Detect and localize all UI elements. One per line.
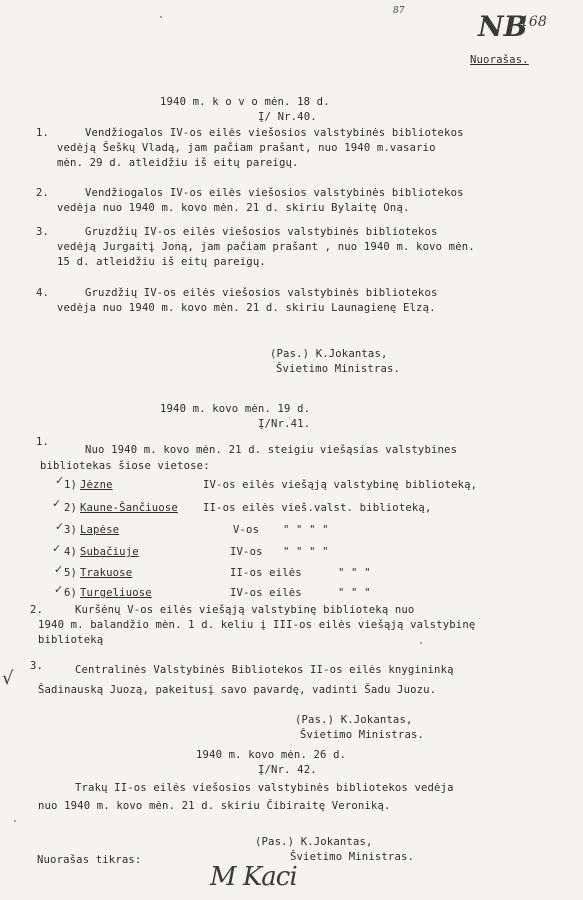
section3-signature-title: Švietimo Ministras. [290,851,415,863]
place4-number: 4) [64,546,78,558]
section2-date: 1940 m. kovo mėn. 19 d. [160,403,311,415]
section1-item3-line3: 15 d. atleidžiu iš eitų pareigų. [57,256,266,268]
place1-rest: IV-os eilės viešąją valstybinę biblioteką, [203,479,478,491]
place6-number: 6) [64,587,78,599]
section2-item1-number: 1. [36,436,50,448]
checkmark-icon: ✓ [54,583,64,596]
section1-item3-line1: Gruzdžių IV-os eilės viešosios valstybinės bibliotekos [85,226,438,238]
section1-item1-line2: vedėją Šeškų Vladą, jam pačiam prašant, nuo 1940 m.vasario [57,142,436,154]
place2-rest: II-os eilės viеš.valst. biblioteką, [203,502,432,514]
section1-item1-line3: mėn. 29 d. atleidžiu iš eitų pareigų. [57,157,299,169]
section3-line2: nuo 1940 m. kovo mėn. 21 d. skiriu Čibiraitę Veroniką. [38,800,391,812]
section2-item2-line1: Kuršėnų V-os eilės viešąją valstybinę biblioteką nuo [75,604,415,616]
section1-item2-line2: vedėja nuo 1940 m. kovo mėn. 21 d. skiriu Bylaitę Oną. [57,202,410,214]
place6-rest: IV-os eilės [230,587,302,599]
section1-item3-number: 3. [36,226,50,238]
section3-signature: (Pas.) K.Jokantas, [255,836,373,848]
section1-signature-title: Švietimo Ministras. [276,363,401,375]
section1-item1-line1: Vendžiogalos IV-os eilės viešosios valstybinės bibliotekos [85,127,464,139]
section2-order-number: Į/Nr.41. [258,418,311,430]
place3-number: 3) [64,524,78,536]
section2-item3-number: 3. [30,660,44,672]
section1-date: 1940 m. k o v o mėn. 18 d. [160,96,330,108]
checkmark-icon: ✓ [54,563,64,576]
place2-name: Kaune-Šančiuose [80,502,178,514]
section2-item2-line3: biblioteką [38,634,104,646]
place5-number: 5) [64,567,78,579]
corner-handwritten-mark: NB [478,10,528,43]
section2-signature-title: Švietimo Ministras. [300,729,425,741]
place5-name: Trakuose [80,567,133,579]
section2-signature: (Pas.) K.Jokantas, [295,714,413,726]
section2-item2-number: 2. [30,604,44,616]
place3-ditto-marks: " " " " [283,524,329,536]
section1-signature: (Pas.) K.Jokantas, [270,348,388,360]
nuorasas-heading: Nuorašas. [470,54,529,66]
section2-item3-line2: Šadinauską Juozą, pakeitusį savo pavardę, vadinti Šadu Juozu. [38,684,437,696]
top-handwritten-mark: 87 [393,6,405,16]
checkmark-icon: ✓ [55,520,65,533]
checkmark-icon: ✓ [52,497,62,510]
section1-item4-number: 4. [36,287,50,299]
checkmark-icon: ✓ [52,542,62,555]
section2-item3-line1: Centralinės Valstybinės Bibliotekos II-os eilės knygininką [75,664,454,676]
section2-item2-line2: 1940 m. balandžio mėn. 1 d. keliu į III-os eilės viešąją valstybinę [38,619,476,631]
handwritten-signature: M Kaci [210,862,297,892]
section1-item2-number: 2. [36,187,50,199]
place4-name: Subačiuje [80,546,139,558]
section2-item1-line1: Nuo 1940 m. kovo mėn. 21 d. steigiu viešąsias valstybines [85,444,458,456]
place1-number: 1) [64,479,78,491]
corner-handwritten-number: 168 [520,14,547,30]
section1-item4-line1: Gruzdžių IV-os eilės viešosios valstybinės bibliotekos [85,287,438,299]
place2-number: 2) [64,502,78,514]
place6-name: Turgeliuose [80,587,152,599]
section1-order-number: Į/ Nr.40. [258,111,317,123]
section3-date: 1940 m. kovo mėn. 26 d. [196,749,347,761]
paper-speck [420,642,422,644]
section3-order-number: Į/Nr. 42. [258,764,317,776]
checkmark-icon: ✓ [55,474,65,487]
section1-item3-line2: vedėją Jurgaitį Joną, jam pačiam prašant , nuo 1940 m. kovo mėn. [57,241,475,253]
section2-item1-line2: bibliotekas šiose vietose: [40,460,210,472]
margin-checkmark-icon: √ [2,668,14,689]
place3-name: Lapėse [80,524,120,536]
paper-speck [160,16,162,18]
section1-item4-line2: vedėja nuo 1940 m. kovo mėn. 21 d. skiriu Launagienę Elzą. [57,302,436,314]
place5-ditto-marks: " " " [338,567,371,579]
section1-item1-number: 1. [36,127,50,139]
place5-rest: II-os eilės [230,567,302,579]
place4-ditto-marks: " " " " [283,546,329,558]
place6-ditto-marks: " " " [338,587,371,599]
section1-item2-line1: Vendžiogalos IV-os eilės viešosios valstybinės bibliotekos [85,187,464,199]
place4-rest: IV-os [230,546,263,558]
section3-line1: Trakų II-os eilės viešosios valstybinės bibliotekos vedėja [75,782,454,794]
paper-speck [14,820,16,822]
certified-copy-label: Nuorašas tikras: [37,854,142,866]
place1-name: Jėzne [80,479,113,491]
place3-rest: V-os [233,524,260,536]
